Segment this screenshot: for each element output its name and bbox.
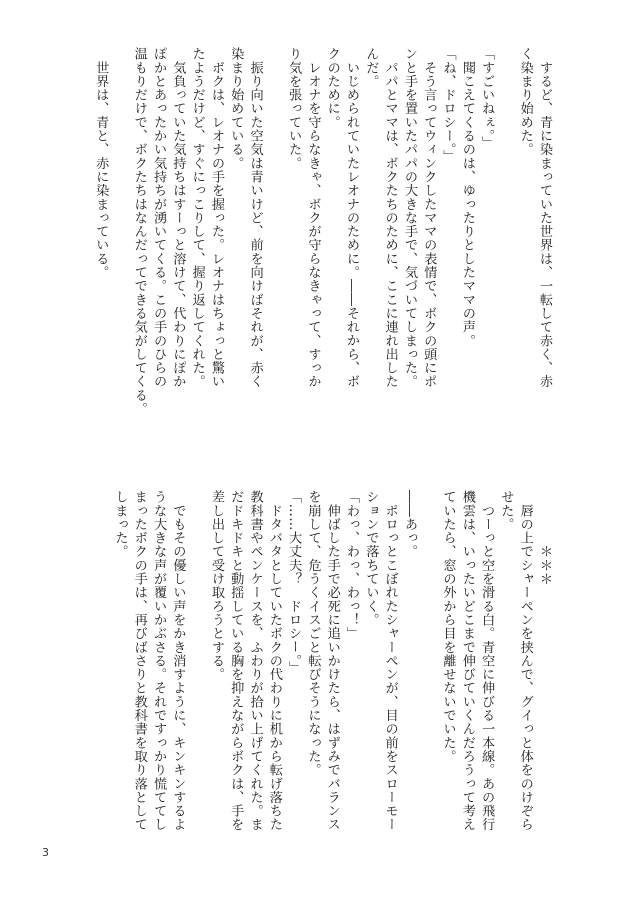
text-line: 差し出して受け取ろうとする。 [208, 490, 224, 682]
text-line: ぽかとあったかい気持ちが湧いてくる。この手のひらの [151, 47, 167, 389]
text-line [110, 47, 129, 437]
text-line: 世界は、青と、赤に染まっている。 [93, 47, 109, 280]
text-line [187, 490, 206, 870]
text-line: つーっと空を滑る白。青空に伸びる一本線。あの飛行 [479, 490, 495, 832]
text-line: しまった。 [112, 490, 128, 559]
text-line: いじめられていたレオナのために。――それから、ボ [344, 47, 360, 389]
text-line: 気負っていた気持ちはすーっと溶けて、代わりにぽか [170, 47, 186, 389]
text-line: んだ。 [363, 47, 379, 88]
text-line: たようだけど、すぐにっこりして、握り返してくれた。 [189, 47, 205, 389]
text-line: 染まり始めている。 [228, 47, 244, 170]
text-line [496, 47, 515, 437]
text-line: うな大きな声が覆いかぶさる。それですっかり慌ててし [151, 490, 167, 832]
page-number: 3 [42, 846, 49, 859]
text-line: 聞こえてくるのは、ゆったりとしたママの声。 [459, 47, 475, 348]
bottom-text-block [110, 490, 554, 870]
text-line: 「すごいねぇ。」 [479, 47, 495, 150]
text-line: ボクは、レオナの手を握った。レオナはちょっと驚い [208, 47, 224, 389]
text-line: そう言ってウィンクしたママの表情で、ボクの頭にポ [421, 47, 437, 389]
text-line [265, 47, 284, 437]
text-line: 伸ばした手で必死に追いかけたら、はずみでバランス [324, 490, 340, 832]
text-line: ンと手を置いたパパの大きな手で、気づいてしまった。 [401, 47, 417, 389]
text-line: 「……大丈夫？ ドロシー。」 [286, 490, 302, 675]
text-line: ――あっ。 [401, 490, 417, 559]
text-line: く染まり始めた。 [517, 47, 533, 157]
text-line: ションで落ちていく。 [363, 490, 379, 627]
text-line: クのために。 [324, 47, 340, 129]
text-line: ていたら、窓の外から目を離せないでいた。 [440, 490, 456, 763]
text-line: を崩して、危うくイスごと転びそうになった。 [305, 490, 321, 777]
text-line: するど、青に染まっていた世界は、一転して赤く、赤 [537, 47, 552, 389]
text-line: 温もりだけで、ボクたちはなんだってできる気がしてくる。 [131, 47, 147, 416]
text-line: 機雲は、いったいどこまで伸びていくんだろうって考え [459, 490, 475, 832]
text-line: 振り向いた空気は青いけど、前を向けばそれが、赤く [247, 47, 263, 389]
text-line: ポロっとこぼれたシャーペンが、目の前をスローモー [382, 490, 398, 832]
top-text-block [91, 47, 554, 437]
text-line: ドタバタとしていたボクの代わりに机から転げ落ちた [266, 490, 282, 832]
text-line: レオナを守らなきゃ、ボクが守らなきゃって、すっか [305, 47, 321, 389]
text-line: 教科書やペンケースを、ふわりが拾い上げてくれた。ま [247, 490, 263, 832]
text-line: まったボクの手は、再びばさりと教科書を取り落として [131, 490, 147, 832]
text-line [419, 490, 438, 870]
text-line: 唇の上でシャーペンを挟んで、グイっと体をのけぞら [517, 490, 533, 832]
text-line: だドキドキと動揺している胸を抑えながらボクは、手を [228, 490, 244, 832]
text-line: せた。 [498, 490, 514, 531]
text-line: り気を張っていた。 [286, 47, 302, 170]
text-line: パパとママは、ボクたちのために、ここに連れ出した [382, 47, 398, 389]
text-line: ＊＊＊ [537, 490, 552, 586]
text-line: 「わっ、わっ、わっ！」 [344, 490, 360, 641]
text-line: でもその優しい声をかき消すように、キンキンするよ [170, 490, 186, 832]
text-line: 「ね、ドロシー。」 [440, 47, 456, 164]
